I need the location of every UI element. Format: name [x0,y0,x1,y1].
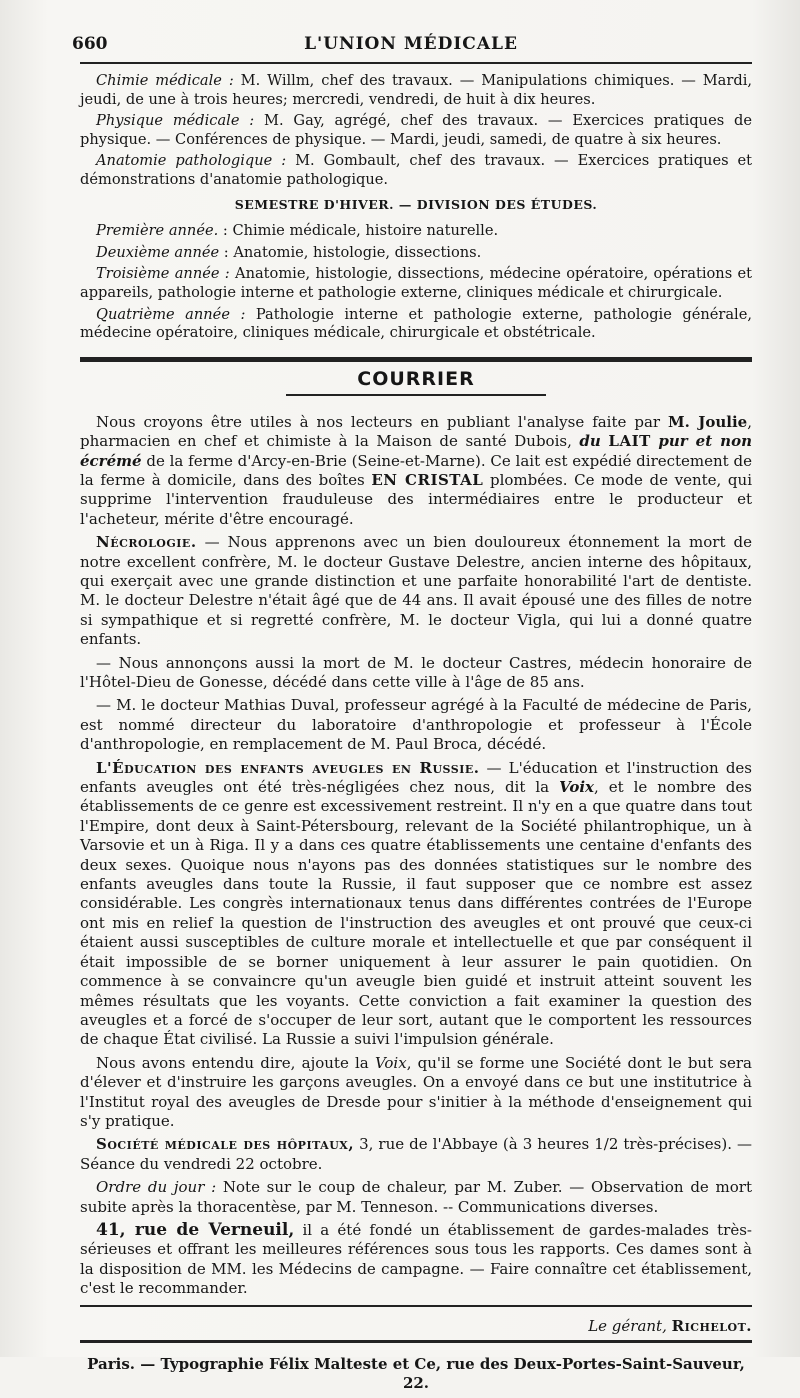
article-body [80,72,752,1398]
header-rule [80,62,752,64]
courrier-underline [286,394,546,396]
paragraph-ordre-du-jour: Ordre du jour : Note sur le coup de chaleur, par M. Zuber. — Observation de mort subite après la thoracentèse, par M. Tenneson. -- Communications diverses. [80,1178,752,1216]
paragraph-societe-voix: Nous avons entendu dire, ajoute la Voix, qu'il se forme une Société dont le but sera d'élever et d'instruire les garçons aveugles. On a envoyé dans ce but une institutrice à l'Institut royal des aveugles de Dresde pour s'initier à la méthode d'enseignement qui s'y pratique. [80,1053,752,1130]
paragraph-duval: — M. le docteur Mathias Duval, professeur agrégé à la Faculté de médecine de Paris, est nommé directeur du laboratoire d'anthropologie et professeur à l'École d'anthropologie, en remplacement de M. Paul Broca, décédé. [80,696,752,754]
year-3: Troisième année : Anatomie, histologie, dissections, médecine opératoire, opérations et appareils, pathologie interne et pathologie externe, cliniques médicale et chirurgicale. [80,265,752,301]
page-number: 660 [72,34,108,54]
footer-rule-bottom [80,1340,752,1343]
page-header [72,30,750,60]
running-title: L'UNION MÉDICALE [304,34,518,54]
semester-heading: SEMESTRE D'HIVER. — DIVISION DES ÉTUDES. [234,196,598,212]
courrier-section [80,413,752,1394]
paragraph-societe-medicale: Société médicale des hôpitaux, 3, rue de l'Abbaye (à 3 heures 1/2 très-précises). — Séance du vendredi 22 octobre. [80,1135,753,1173]
course-physique: Physique médicale : M. Gay, agrégé, chef des travaux. — Exercices pratiques de physique. — Conférences de physique. — Mardi, jeudi, samedi, de quatre à six heures. [80,112,752,148]
paragraph-aveugles: L'Éducation des enfants aveugles en Russie. — L'éducation et l'instruction des enfants aveugles ont été très-négligées chez nous, dit la Voix, et le nombre des établissements de ce genre est excessivement restreint. Il n'y en a que quatre dans tout l'Empire, dont deux à Saint-Pétersbourg, relevant de la Société philantrophique, un à Varsovie et un à Riga. Il y a dans ces quatre établissements une centaine d'enfants des deux sexes. Quoique nous n'ayons pas des données statistiques sur le nombre des enfants aveugles dans toute la Russie, il faut supposer que ce nombre est assez considérable. Les congrès internationaux tenus dans différentes contrées de l'Europe ont mis en relief la question de l'instruction des aveugles et ont prouvé que ceux-ci étaient aussi susceptibles de culture morale et intellectuelle et que par conséquent il était impossible de se borner uniquement à leur assurer le pain quotidien. On commence à se convaincre qu'un aveugle bien guidé et instruit atteint souvent les mêmes résultats que les voyants. Cette conviction a fait examiner la question des aveugles et a forcé de s'occuper de leur sort, autant que le comportent les ressources de chaque État civilisé. La Russie a suivi l'impulsion générale. [80,758,753,1049]
paragraph-lait: Nous croyons être utiles à nos lecteurs en publiant l'analyse faite par M. Joulie, pharmacien en chef et chimiste à la Maison de santé Dubois, du LAIT pur et non écrémé de la ferme d'Arcy-en-Brie (Seine-et-Marne). Ce lait est expédié directement de la ferme à domicile, dans des boîtes EN CRISTAL plombées. Ce mode de vente, qui supprime l'intervention frauduleuse des intermédiaires entre le producteur et l'acheteur, mérite d'être encouragé. [80,412,753,528]
footer-rule-top [80,1305,752,1307]
year-4: Quatrième année : Pathologie interne et pathologie externe, pathologie générale, médecine opératoire, cliniques médicale, chirurgicale et obstétricale. [80,305,752,342]
year-1: Première année. : Chimie médicale, histoire naturelle. [96,222,499,240]
paragraph-verneuil: 41, rue de Verneuil, il a été fondé un établissement de gardes-malades très-sérieuses et offrant les meilleures références sous tous les rapports. Ces dames sont à la disposition de MM. les Médecins de campagne. — Faire connaître cet établissement, c'est le recommander. [80,1219,752,1298]
courrier-heading-block [80,357,752,413]
courrier-title: COURRIER [357,367,475,390]
signature: Le gérant, Richelot. [588,1316,752,1335]
paragraph-castres: — Nous annonçons aussi la mort de M. le docteur Castres, médecin honoraire de l'Hôtel-Dieu de Gonesse, décédé dans cette ville à l'âge de 85 ans. [80,653,752,691]
year-2: Deuxième année : Anatomie, histologie, dissections. [96,243,482,261]
course-anatomie: Anatomie pathologique : M. Gombault, chef des travaux. — Exercices pratiques et démonstrations d'anatomie pathologique. [80,152,752,188]
printer-imprint: Paris. — Typographie Félix Malteste et Ce, rue des Deux-Portes-Saint-Sauveur, 22. [87,1355,745,1393]
paragraph-necrologie: Nécrologie. — Nous apprenons avec un bien douloureux étonnement la mort de notre excellent confrère, M. le docteur Gustave Delestre, ancien interne des hôpitaux, qui exerçait avec une grande distinction et une parfaite honorabilité l'art de dentiste. M. le docteur Delestre n'était âgé que de 44 ans. Il avait épousé une des filles de notre si sympathique et si regretté confrère, M. le docteur Vigla, qui lui a donné quatre enfants. [80,533,752,649]
course-chimie: Chimie médicale : M. Willm, chef des travaux. — Manipulations chimiques. — Mardi, jeudi, de une à trois heures; mercredi, vendredi, de huit à dix heures. [80,72,752,108]
